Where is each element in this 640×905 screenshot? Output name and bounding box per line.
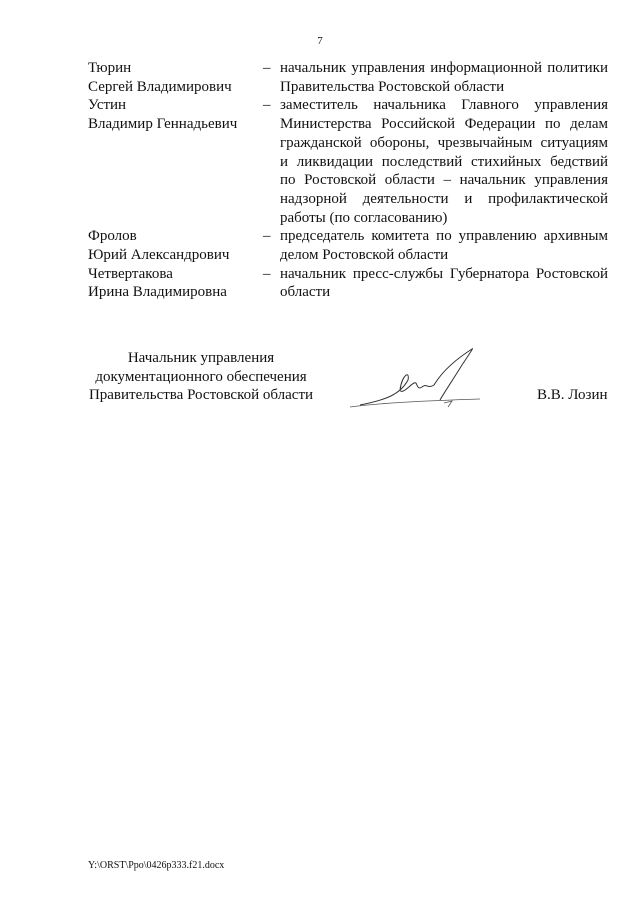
member-name-line: Тюрин	[88, 60, 132, 76]
member-position-line: по Ростовской области – начальник управления	[280, 172, 608, 189]
member-position-line: области	[280, 284, 331, 301]
member-name	[88, 227, 263, 264]
member-position-line: Министерства Российской Федерации по делам	[280, 116, 608, 133]
list-item	[88, 265, 608, 302]
member-position-line: надзорной деятельности и профилактической	[280, 190, 608, 207]
member-name	[88, 96, 263, 227]
member-position-line: заместитель начальника Главного управления	[280, 97, 608, 114]
member-name	[88, 59, 263, 96]
dash-separator: –	[263, 97, 271, 114]
file-path-footer: Y:\ORST\Ppo\0426p333.f21.docx	[88, 860, 225, 871]
member-name-line: Юрий Александрович	[88, 247, 230, 264]
member-position-line: и ликвидации последствий стихийных бедствий	[280, 153, 608, 170]
member-position-line: начальник пресс-службы Губернатора Ростовской	[280, 265, 608, 282]
member-position-line: гражданской обороны, чрезвычайным ситуациям	[280, 134, 608, 151]
member-name-line: Фролов	[88, 228, 137, 245]
list-item	[88, 227, 608, 264]
member-name-line: Сергей Владимирович	[88, 78, 232, 95]
page-number: 7	[317, 35, 323, 47]
member-position-line: председатель комитета по управлению архивным	[280, 228, 608, 245]
signatory-title-line: Правительства Ростовской области	[88, 387, 314, 404]
member-position	[280, 96, 608, 227]
dash-separator: –	[263, 60, 271, 76]
signatory-title-line: Начальник управления	[127, 350, 275, 366]
member-position	[280, 59, 608, 96]
member-name-line: Владимир Геннадьевич	[88, 116, 238, 133]
dash-separator: –	[263, 265, 271, 282]
handwritten-signature	[340, 345, 500, 415]
member-position-line: начальник управления информационной политики	[280, 60, 608, 76]
member-list	[88, 59, 608, 302]
member-name-line: Четвертакова	[88, 265, 173, 282]
list-item	[88, 59, 608, 96]
member-name-line: Ирина Владимировна	[88, 284, 227, 301]
member-position	[280, 265, 608, 302]
member-name	[88, 265, 263, 302]
member-position-line: работы (по согласованию)	[280, 209, 448, 226]
member-position-line: делом Ростовской области	[280, 247, 449, 264]
list-item	[88, 96, 608, 227]
member-name-line: Устин	[88, 97, 127, 114]
signatory-name: В.В. Лозин	[537, 387, 608, 403]
member-position	[280, 227, 608, 264]
dash-separator: –	[263, 228, 271, 245]
signatory-title	[84, 349, 318, 405]
signatory-title-line: документационного обеспечения	[95, 368, 307, 385]
member-position-line: Правительства Ростовской области	[280, 78, 505, 95]
